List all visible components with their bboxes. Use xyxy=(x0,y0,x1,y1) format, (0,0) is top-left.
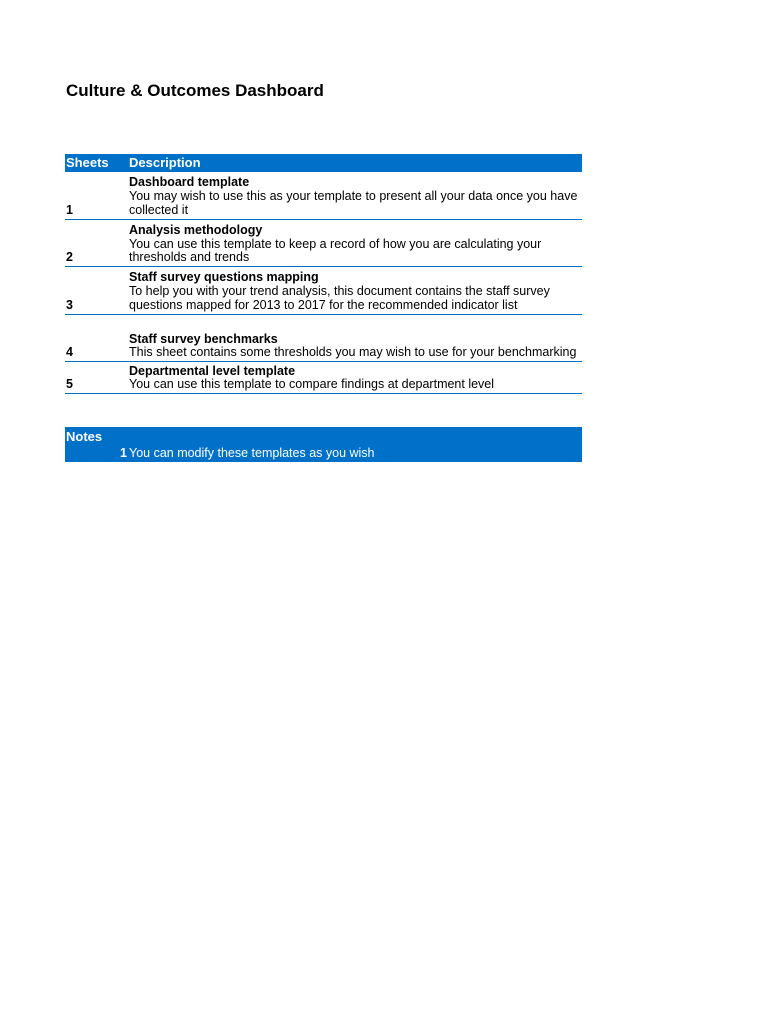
note-number: 1 xyxy=(120,446,127,460)
sheet-description: You may wish to use this as your template to present all your data once you have collected it xyxy=(129,189,578,217)
sheet-number: 3 xyxy=(66,297,73,312)
sheet-number: 5 xyxy=(66,377,73,392)
sheet-number: 1 xyxy=(66,202,73,217)
sheet-title: Departmental level template xyxy=(129,363,296,378)
table-row xyxy=(65,172,582,220)
notes-title: Notes xyxy=(66,429,103,444)
sheets-table xyxy=(65,154,582,394)
sheet-title: Dashboard template xyxy=(129,175,250,190)
table-header xyxy=(65,154,582,172)
table-row xyxy=(65,315,582,363)
table-row xyxy=(65,267,582,315)
sheet-title: Staff survey benchmarks xyxy=(129,331,278,346)
sheet-number: 2 xyxy=(66,250,73,265)
sheet-description: You can use this template to compare findings at department level xyxy=(129,377,495,392)
sheet-description: You can use this template to keep a record of how you are calculating your thresholds and trends xyxy=(129,236,542,265)
sheet-description: To help you with your trend analysis, this document contains the staff survey questions mapped for 2013 to 2017 for the recommended indicator list xyxy=(129,284,550,312)
sheet-title: Analysis methodology xyxy=(129,222,263,237)
sheet-number: 4 xyxy=(66,345,73,360)
header-sheets: Sheets xyxy=(66,155,109,170)
sheet-title: Staff survey questions mapping xyxy=(129,270,319,285)
notes-panel xyxy=(65,427,582,462)
header-description: Description xyxy=(129,155,201,170)
sheet-description: This sheet contains some thresholds you may wish to use for your benchmarking xyxy=(129,345,577,360)
note-text: You can modify these templates as you wish xyxy=(129,446,375,460)
table-row xyxy=(65,220,582,268)
table-row xyxy=(65,362,582,394)
page-title: Culture & Outcomes Dashboard xyxy=(66,81,324,100)
